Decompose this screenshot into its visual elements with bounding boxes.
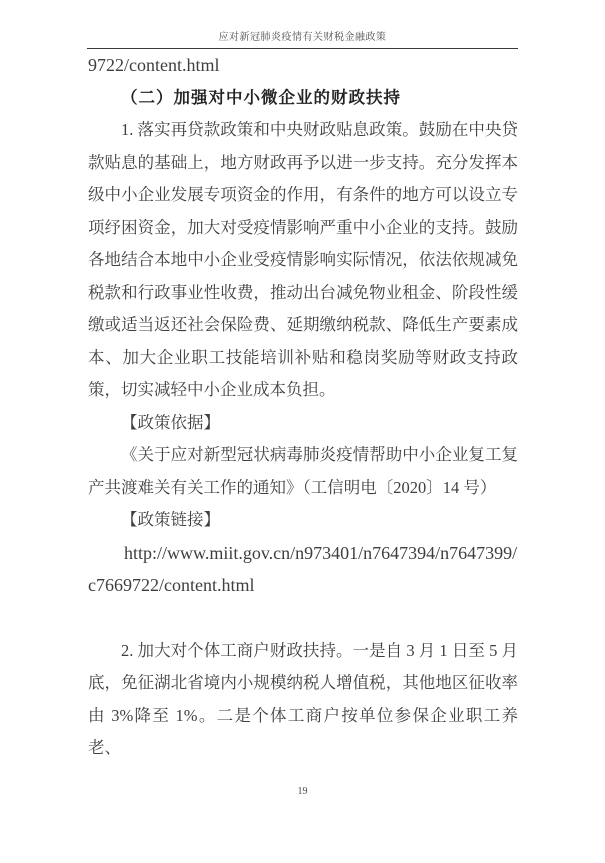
paragraph-1: 1. 落实再贷款政策和中央财政贴息政策。鼓励在中央贷款贴息的基础上，地方财政再予以进一步支持。充分发挥本级中小企业发展专项资金的作用，有条件的地方可以设立专项纾困资金，加大对受疫情影响严重中小企业的支持。鼓励各地结合本地中小企业受疫情影响实际情况，依法依规减免税款和行政事业性收费，推动出台减免物业租金、阶段性缓缴或适当返还社会保险费、延期缴纳税款、降低生产要素成本、加大企业职工技能培训补贴和稳岗奖励等财政支持政策，切实减轻中小企业成本负担。 [88,120,518,399]
header-title: 应对新冠肺炎疫情有关财税金融政策 [218,32,387,43]
carryover-url-line: 9722/content.html [88,55,220,75]
policy-basis-text: 《关于应对新型冠状病毒肺炎疫情帮助中小企业复工复产共渡难关有关工作的通知》（工信明电〔2020〕14 号） [88,445,518,497]
section-heading: （二）加强对中小微企业的财政扶持 [121,88,401,107]
paragraph-gap [88,602,518,635]
paragraph-2: 2. 加大对个体工商户财政扶持。一是自 3 月 1 日至 5 月底，免征湖北省境内小规模纳税人增值税，其他地区征收率由 3%降至 1%。二是个体工商户按单位参保企业职工养老、 [88,640,518,757]
running-header [87,31,518,49]
page-number: 19 [297,786,308,797]
policy-link-url: http://www.miit.gov.cn/n973401/n7647394/n7647399/c7669722/content.html [88,542,518,595]
policy-link-label: 【政策链接】 [121,510,220,529]
document-body [88,49,518,765]
policy-basis-label: 【政策依据】 [121,412,220,432]
